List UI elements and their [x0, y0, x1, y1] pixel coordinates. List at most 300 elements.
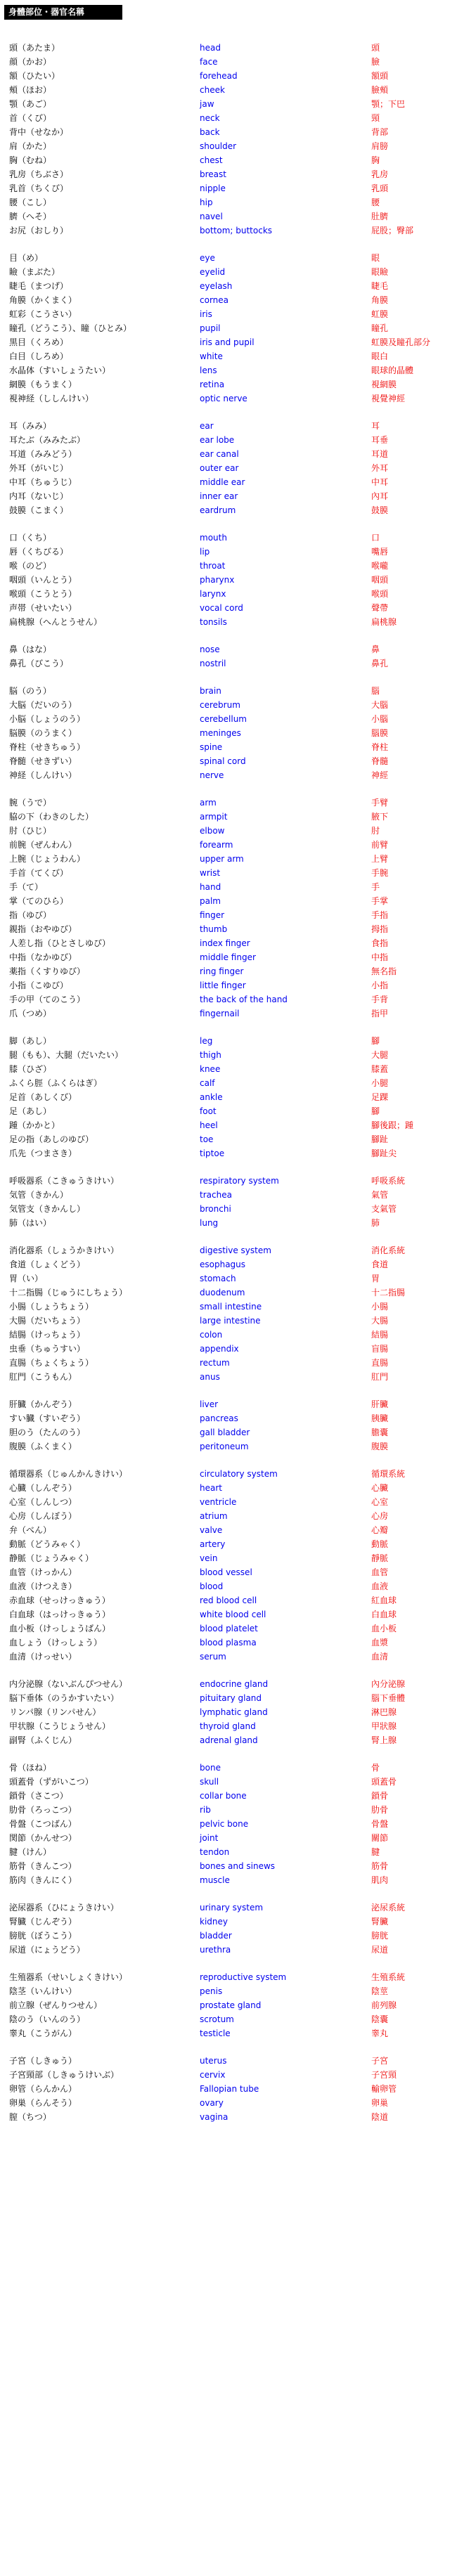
- japanese-term: 腎臓（じんぞう）: [9, 1917, 77, 1927]
- chinese-term: 拇指: [371, 924, 389, 934]
- english-term: inner ear: [200, 491, 238, 501]
- vocab-section: [0, 1761, 457, 1887]
- vocab-row: [0, 1509, 457, 1523]
- japanese-term: 鼓膜（こまく）: [9, 505, 69, 515]
- vocab-row: [0, 559, 457, 573]
- vocab-row: [0, 2082, 457, 2096]
- chinese-term: 扁桃腺: [371, 617, 397, 627]
- chinese-term: 額頭: [371, 71, 389, 81]
- english-term: heel: [200, 1120, 218, 1130]
- chinese-term: 胸: [371, 155, 380, 165]
- vocab-row: [0, 531, 457, 545]
- japanese-term: 頰（ほお）: [9, 85, 52, 95]
- chinese-term: 白血球: [371, 1610, 397, 1619]
- vocab-row: [0, 1817, 457, 1831]
- english-term: neck: [200, 113, 220, 123]
- japanese-term: 赤血球（せっけっきゅう）: [9, 1596, 110, 1605]
- english-term: ovary: [200, 2098, 224, 2108]
- chinese-term: 靜脈: [371, 1553, 389, 1563]
- chinese-term: 喉嚨: [371, 561, 389, 571]
- chinese-term: 聲帶: [371, 603, 389, 613]
- vocab-section: [0, 642, 457, 671]
- english-term: spine: [200, 742, 223, 752]
- chinese-term: 手: [371, 882, 380, 892]
- vocab-section: [0, 419, 457, 517]
- vocab-row: [0, 209, 457, 224]
- japanese-term: 結腸（けっちょう）: [9, 1330, 86, 1340]
- chinese-term: 手臂: [371, 798, 389, 808]
- vocab-row: [0, 377, 457, 391]
- japanese-term: 腹膜（ふくまく）: [9, 1442, 77, 1451]
- english-term: muscle: [200, 1875, 230, 1885]
- japanese-term: 脳下垂体（のうかすいたい）: [9, 1693, 120, 1703]
- japanese-term: 肝臓（かんぞう）: [9, 1399, 77, 1409]
- vocab-section: [0, 531, 457, 629]
- japanese-term: 血しょう（けっしょう）: [9, 1638, 103, 1648]
- vocab-row: [0, 433, 457, 447]
- vocab-row: [0, 1719, 457, 1733]
- japanese-term: 脊柱（せきちゅう）: [9, 742, 86, 752]
- english-term: cornea: [200, 295, 229, 305]
- japanese-term: 気管支（きかんし）: [9, 1204, 86, 1214]
- english-term: iris and pupil: [200, 337, 255, 347]
- chinese-term: 臉頰: [371, 85, 389, 95]
- japanese-term: 泌尿器系（ひにょうきけい）: [9, 1903, 119, 1912]
- english-term: outer ear: [200, 463, 239, 473]
- english-term: navel: [200, 212, 223, 221]
- vocab-row: [0, 1789, 457, 1803]
- page-title: 身體部位・器官名稱: [4, 5, 122, 20]
- vocab-row: [0, 41, 457, 55]
- japanese-term: 爪（つめ）: [9, 1009, 52, 1018]
- chinese-term: 無名指: [371, 966, 397, 976]
- english-term: pituitary gland: [200, 1693, 262, 1703]
- english-term: pelvic bone: [200, 1819, 249, 1829]
- japanese-term: 網膜（もうまく）: [9, 380, 77, 389]
- vocab-row: [0, 1831, 457, 1845]
- chinese-term: 虹膜: [371, 309, 389, 319]
- english-term: anus: [200, 1372, 220, 1382]
- chinese-term: 虹膜及瞳孔部分: [371, 337, 431, 347]
- japanese-term: 瞳孔（どうこう）、瞳（ひとみ）: [9, 323, 132, 333]
- japanese-term: 睫毛（まつげ）: [9, 281, 69, 291]
- vocab-row: [0, 1677, 457, 1691]
- japanese-term: 脳（のう）: [9, 686, 52, 696]
- vocab-row: [0, 1622, 457, 1636]
- japanese-term: 咽頭（いんとう）: [9, 575, 77, 585]
- japanese-term: 心臓（しんぞう）: [9, 1483, 77, 1493]
- japanese-term: 口（くち）: [9, 533, 52, 543]
- japanese-term: 脊髄（せきずい）: [9, 756, 77, 766]
- chinese-term: 瞳孔: [371, 323, 389, 333]
- chinese-term: 氣管: [371, 1190, 389, 1200]
- english-term: throat: [200, 561, 226, 571]
- chinese-term: 視覺神經: [371, 394, 406, 403]
- vocab-row: [0, 1216, 457, 1230]
- vocab-row: [0, 1118, 457, 1132]
- chinese-term: 鼻孔: [371, 659, 389, 668]
- vocab-row: [0, 824, 457, 838]
- vocab-row: [0, 1565, 457, 1579]
- english-term: atrium: [200, 1511, 228, 1521]
- chinese-term: 耳: [371, 421, 380, 431]
- vocab-row: [0, 950, 457, 964]
- english-term: forehead: [200, 71, 238, 81]
- chinese-term: 肋骨: [371, 1805, 389, 1815]
- vocab-row: [0, 1998, 457, 2012]
- japanese-term: 肋骨（ろっこつ）: [9, 1805, 77, 1815]
- japanese-term: 喉頭（こうとう）: [9, 589, 77, 599]
- japanese-term: 卵管（らんかん）: [9, 2084, 77, 2094]
- japanese-term: 踵（かかと）: [9, 1120, 60, 1130]
- japanese-term: 睾丸（こうがん）: [9, 2028, 77, 2038]
- vocab-row: [0, 1481, 457, 1495]
- english-term: artery: [200, 1539, 226, 1549]
- english-term: face: [200, 57, 218, 67]
- english-term: eyelid: [200, 267, 226, 277]
- vocab-row: [0, 1859, 457, 1873]
- vocab-row: [0, 656, 457, 671]
- vocab-row: [0, 866, 457, 880]
- vocab-row: [0, 712, 457, 726]
- vocab-row: [0, 1397, 457, 1411]
- japanese-term: 大腸（だいちょう）: [9, 1316, 86, 1326]
- vocab-row: [0, 992, 457, 1007]
- chinese-term: 喉頭: [371, 589, 389, 599]
- english-term: spinal cord: [200, 756, 246, 766]
- japanese-term: 足首（あしくび）: [9, 1092, 77, 1102]
- vocab-row: [0, 503, 457, 517]
- chinese-term: 肺: [371, 1218, 380, 1228]
- english-term: bladder: [200, 1931, 232, 1941]
- chinese-term: 腳後跟；踵: [371, 1120, 414, 1130]
- chinese-term: 消化系統: [371, 1245, 406, 1255]
- chinese-term: 眼白: [371, 351, 389, 361]
- japanese-term: 耳たぶ（みみたぶ）: [9, 435, 86, 445]
- chinese-term: 顎；下巴: [371, 99, 406, 109]
- vocab-row: [0, 2054, 457, 2068]
- vocab-section: [0, 1397, 457, 1454]
- japanese-term: 肺（はい）: [9, 1218, 52, 1228]
- english-term: shoulder: [200, 141, 237, 151]
- vocab-section: [0, 1467, 457, 1664]
- vocab-row: [0, 1733, 457, 1747]
- english-term: gall bladder: [200, 1428, 250, 1437]
- japanese-term: 動脈（どうみゃく）: [9, 1539, 86, 1549]
- japanese-term: 指（ゆび）: [9, 910, 52, 920]
- chinese-term: 生殖系統: [371, 1972, 406, 1982]
- vocab-row: [0, 307, 457, 321]
- chinese-term: 腎上腺: [371, 1735, 397, 1745]
- chinese-term: 臉: [371, 57, 380, 67]
- vocab-row: [0, 1593, 457, 1607]
- japanese-term: 腱（けん）: [9, 1847, 52, 1857]
- vocab-row: [0, 2068, 457, 2082]
- english-term: vocal cord: [200, 603, 243, 613]
- vocab-row: [0, 1705, 457, 1719]
- vocab-row: [0, 1901, 457, 1915]
- japanese-term: 膀胱（ぼうこう）: [9, 1931, 77, 1941]
- chinese-term: 嘴唇: [371, 547, 389, 557]
- chinese-term: 肘: [371, 826, 380, 836]
- japanese-term: 静脈（じょうみゃく）: [9, 1553, 94, 1563]
- chinese-term: 屁股；臀部: [371, 226, 414, 235]
- chinese-term: 陰道: [371, 2112, 389, 2122]
- japanese-term: 血管（けっかん）: [9, 1567, 77, 1577]
- japanese-term: 中耳（ちゅうじ）: [9, 477, 77, 487]
- vocab-row: [0, 363, 457, 377]
- japanese-term: 小指（こゆび）: [9, 980, 69, 990]
- english-term: elbow: [200, 826, 225, 836]
- vocab-row: [0, 153, 457, 167]
- vocab-row: [0, 2110, 457, 2124]
- vocab-row: [0, 1970, 457, 1984]
- english-term: back: [200, 127, 220, 137]
- vocab-row: [0, 1495, 457, 1509]
- japanese-term: 親指（おやゆび）: [9, 924, 77, 934]
- vocab-row: [0, 293, 457, 307]
- vocab-row: [0, 1650, 457, 1664]
- chinese-term: 內耳: [371, 491, 389, 501]
- japanese-term: 手の甲（てのこう）: [9, 995, 86, 1004]
- english-term: liver: [200, 1399, 219, 1409]
- japanese-term: 関節（かんせつ）: [9, 1833, 77, 1843]
- japanese-term: 心房（しんぼう）: [9, 1511, 77, 1521]
- chinese-term: 乳房: [371, 169, 389, 179]
- chinese-term: 卵巢: [371, 2098, 389, 2108]
- english-term: little finger: [200, 980, 246, 990]
- english-term: small intestine: [200, 1302, 262, 1312]
- english-term: head: [200, 43, 221, 53]
- english-term: lens: [200, 365, 217, 375]
- japanese-term: 腿（もも）、大腿（だいたい）: [9, 1050, 124, 1060]
- vocab-row: [0, 726, 457, 740]
- japanese-term: 膝（ひざ）: [9, 1064, 52, 1074]
- japanese-term: 乳首（ちくび）: [9, 183, 69, 193]
- vocab-row: [0, 1202, 457, 1216]
- english-term: eyelash: [200, 281, 233, 291]
- vocab-row: [0, 615, 457, 629]
- chinese-term: 腳趾: [371, 1134, 389, 1144]
- japanese-term: 手首（てくび）: [9, 868, 69, 878]
- vocab-row: [0, 1915, 457, 1929]
- vocab-row: [0, 55, 457, 69]
- english-term: calf: [200, 1078, 215, 1088]
- vocab-row: [0, 1537, 457, 1551]
- chinese-term: 鼻: [371, 645, 380, 654]
- english-term: Fallopian tube: [200, 2084, 259, 2094]
- japanese-term: 骨盤（こつばん）: [9, 1819, 77, 1829]
- chinese-term: 腰: [371, 198, 380, 207]
- vocab-row: [0, 391, 457, 406]
- chinese-term: 小指: [371, 980, 389, 990]
- chinese-term: 腎臟: [371, 1917, 389, 1927]
- english-term: leg: [200, 1036, 213, 1046]
- vocab-row: [0, 167, 457, 181]
- chinese-term: 耳垂: [371, 435, 389, 445]
- chinese-term: 背部: [371, 127, 389, 137]
- japanese-term: 脇の下（わきのした）: [9, 812, 94, 822]
- english-term: adrenal gland: [200, 1735, 258, 1745]
- english-term: nerve: [200, 770, 224, 780]
- japanese-term: 陰茎（いんけい）: [9, 1986, 77, 1996]
- chinese-term: 口: [371, 533, 380, 543]
- vocab-row: [0, 279, 457, 293]
- chinese-term: 結腸: [371, 1330, 389, 1340]
- english-term: bottom; buttocks: [200, 226, 273, 235]
- english-term: nipple: [200, 183, 226, 193]
- chinese-term: 子宮頸: [371, 2070, 397, 2080]
- japanese-term: 瞼（まぶた）: [9, 267, 60, 277]
- japanese-term: 鼻孔（びこう）: [9, 659, 69, 668]
- chinese-term: 手掌: [371, 896, 389, 906]
- english-term: blood platelet: [200, 1624, 258, 1633]
- vocab-row: [0, 894, 457, 908]
- chinese-term: 中指: [371, 952, 389, 962]
- chinese-term: 尿道: [371, 1945, 389, 1955]
- japanese-term: 心室（しんしつ）: [9, 1497, 77, 1507]
- chinese-term: 動脈: [371, 1539, 389, 1549]
- chinese-term: 鼓膜: [371, 505, 389, 515]
- chinese-term: 心瓣: [371, 1525, 389, 1535]
- chinese-term: 睫毛: [371, 281, 389, 291]
- chinese-term: 骨: [371, 1763, 380, 1773]
- english-term: nose: [200, 645, 220, 654]
- english-term: lung: [200, 1218, 219, 1228]
- japanese-term: 足（あし）: [9, 1106, 52, 1116]
- vocab-row: [0, 1132, 457, 1146]
- chinese-term: 足踝: [371, 1092, 389, 1102]
- english-term: valve: [200, 1525, 223, 1535]
- japanese-term: 膣（ちつ）: [9, 2112, 51, 2122]
- vocab-row: [0, 2096, 457, 2110]
- japanese-term: 唇（くちびる）: [9, 547, 69, 557]
- japanese-term: 肛門（こうもん）: [9, 1372, 77, 1382]
- chinese-term: 陰囊: [371, 2014, 389, 2024]
- english-term: forearm: [200, 840, 233, 850]
- vocab-row: [0, 768, 457, 782]
- chinese-term: 支氣管: [371, 1204, 397, 1214]
- vocab-section: [0, 796, 457, 1021]
- english-term: urinary system: [200, 1903, 264, 1912]
- chinese-term: 肚臍: [371, 212, 389, 221]
- japanese-term: 神経（しんけい）: [9, 770, 77, 780]
- english-term: meninges: [200, 728, 241, 738]
- english-term: arm: [200, 798, 217, 808]
- english-term: reproductive system: [200, 1972, 287, 1982]
- japanese-term: 顔（かお）: [9, 57, 52, 67]
- chinese-term: 頸: [371, 113, 380, 123]
- vocab-row: [0, 908, 457, 922]
- vocab-row: [0, 754, 457, 768]
- japanese-term: 虹彩（こうさい）: [9, 309, 77, 319]
- japanese-term: 額（ひたい）: [9, 71, 60, 81]
- chinese-term: 大腿: [371, 1050, 389, 1060]
- english-term: foot: [200, 1106, 217, 1116]
- english-term: peritoneum: [200, 1442, 249, 1451]
- english-term: rectum: [200, 1358, 230, 1368]
- japanese-term: 頭（あたま）: [9, 43, 60, 53]
- japanese-term: 顎（あご）: [9, 99, 52, 109]
- vocab-section: [0, 1243, 457, 1384]
- chinese-term: 腳: [371, 1036, 380, 1046]
- vocab-row: [0, 1146, 457, 1160]
- chinese-term: 神經: [371, 770, 389, 780]
- english-term: large intestine: [200, 1316, 261, 1326]
- chinese-term: 直腸: [371, 1358, 389, 1368]
- english-term: respiratory system: [200, 1176, 279, 1186]
- english-term: endocrine gland: [200, 1679, 269, 1689]
- chinese-term: 眼瞼: [371, 267, 389, 277]
- chinese-term: 小腿: [371, 1078, 389, 1088]
- vocab-row: [0, 1034, 457, 1048]
- vocab-row: [0, 419, 457, 433]
- chinese-term: 呼吸系統: [371, 1176, 406, 1186]
- chinese-term: 上臂: [371, 854, 389, 864]
- chinese-term: 眼: [371, 253, 380, 263]
- vocab-row: [0, 97, 457, 111]
- vocab-row: [0, 1551, 457, 1565]
- chinese-term: 鎖骨: [371, 1791, 389, 1801]
- vocab-row: [0, 1873, 457, 1887]
- chinese-term: 肛門: [371, 1372, 389, 1382]
- chinese-term: 淋巴腺: [371, 1707, 397, 1717]
- chinese-term: 腦膜: [371, 728, 389, 738]
- vocab-section: [0, 1174, 457, 1230]
- japanese-term: 十二指腸（じゅうにしちょう）: [9, 1288, 128, 1297]
- english-term: brain: [200, 686, 221, 696]
- chinese-term: 胰臟: [371, 1413, 389, 1423]
- english-term: thumb: [200, 924, 228, 934]
- english-term: palm: [200, 896, 221, 906]
- japanese-term: 白目（しろめ）: [9, 351, 69, 361]
- japanese-term: 脳膜（のうまく）: [9, 728, 77, 738]
- english-term: rib: [200, 1805, 211, 1815]
- chinese-term: 脊柱: [371, 742, 389, 752]
- english-term: uterus: [200, 2056, 227, 2066]
- japanese-term: 前腕（ぜんわん）: [9, 840, 77, 850]
- japanese-term: 腰（こし）: [9, 198, 52, 207]
- english-term: blood plasma: [200, 1638, 257, 1648]
- vocab-row: [0, 936, 457, 950]
- english-term: prostate gland: [200, 2000, 262, 2010]
- japanese-term: 甲状腺（こうじょうせん）: [9, 1721, 111, 1731]
- english-term: middle ear: [200, 477, 245, 487]
- chinese-term: 循環系統: [371, 1469, 406, 1479]
- chinese-term: 中耳: [371, 477, 389, 487]
- japanese-term: 気管（きかん）: [9, 1190, 69, 1200]
- japanese-term: 目（め）: [9, 253, 44, 263]
- english-term: eardrum: [200, 505, 236, 515]
- vocab-row: [0, 1243, 457, 1257]
- english-term: duodenum: [200, 1288, 245, 1297]
- chinese-term: 骨盤: [371, 1819, 389, 1829]
- english-term: hand: [200, 882, 221, 892]
- english-term: colon: [200, 1330, 223, 1340]
- chinese-term: 關節: [371, 1833, 389, 1843]
- vocab-section: [0, 1970, 457, 2040]
- chinese-term: 前列腺: [371, 2000, 397, 2010]
- vocab-row: [0, 195, 457, 209]
- vocab-row: [0, 1300, 457, 1314]
- japanese-term: 薬指（くすりゆび）: [9, 966, 86, 976]
- chinese-term: 腳: [371, 1106, 380, 1116]
- english-term: upper arm: [200, 854, 244, 864]
- vocab-row: [0, 1761, 457, 1775]
- english-term: ventricle: [200, 1497, 237, 1507]
- vocab-section: [0, 1677, 457, 1747]
- chinese-term: 腦下垂體: [371, 1693, 406, 1703]
